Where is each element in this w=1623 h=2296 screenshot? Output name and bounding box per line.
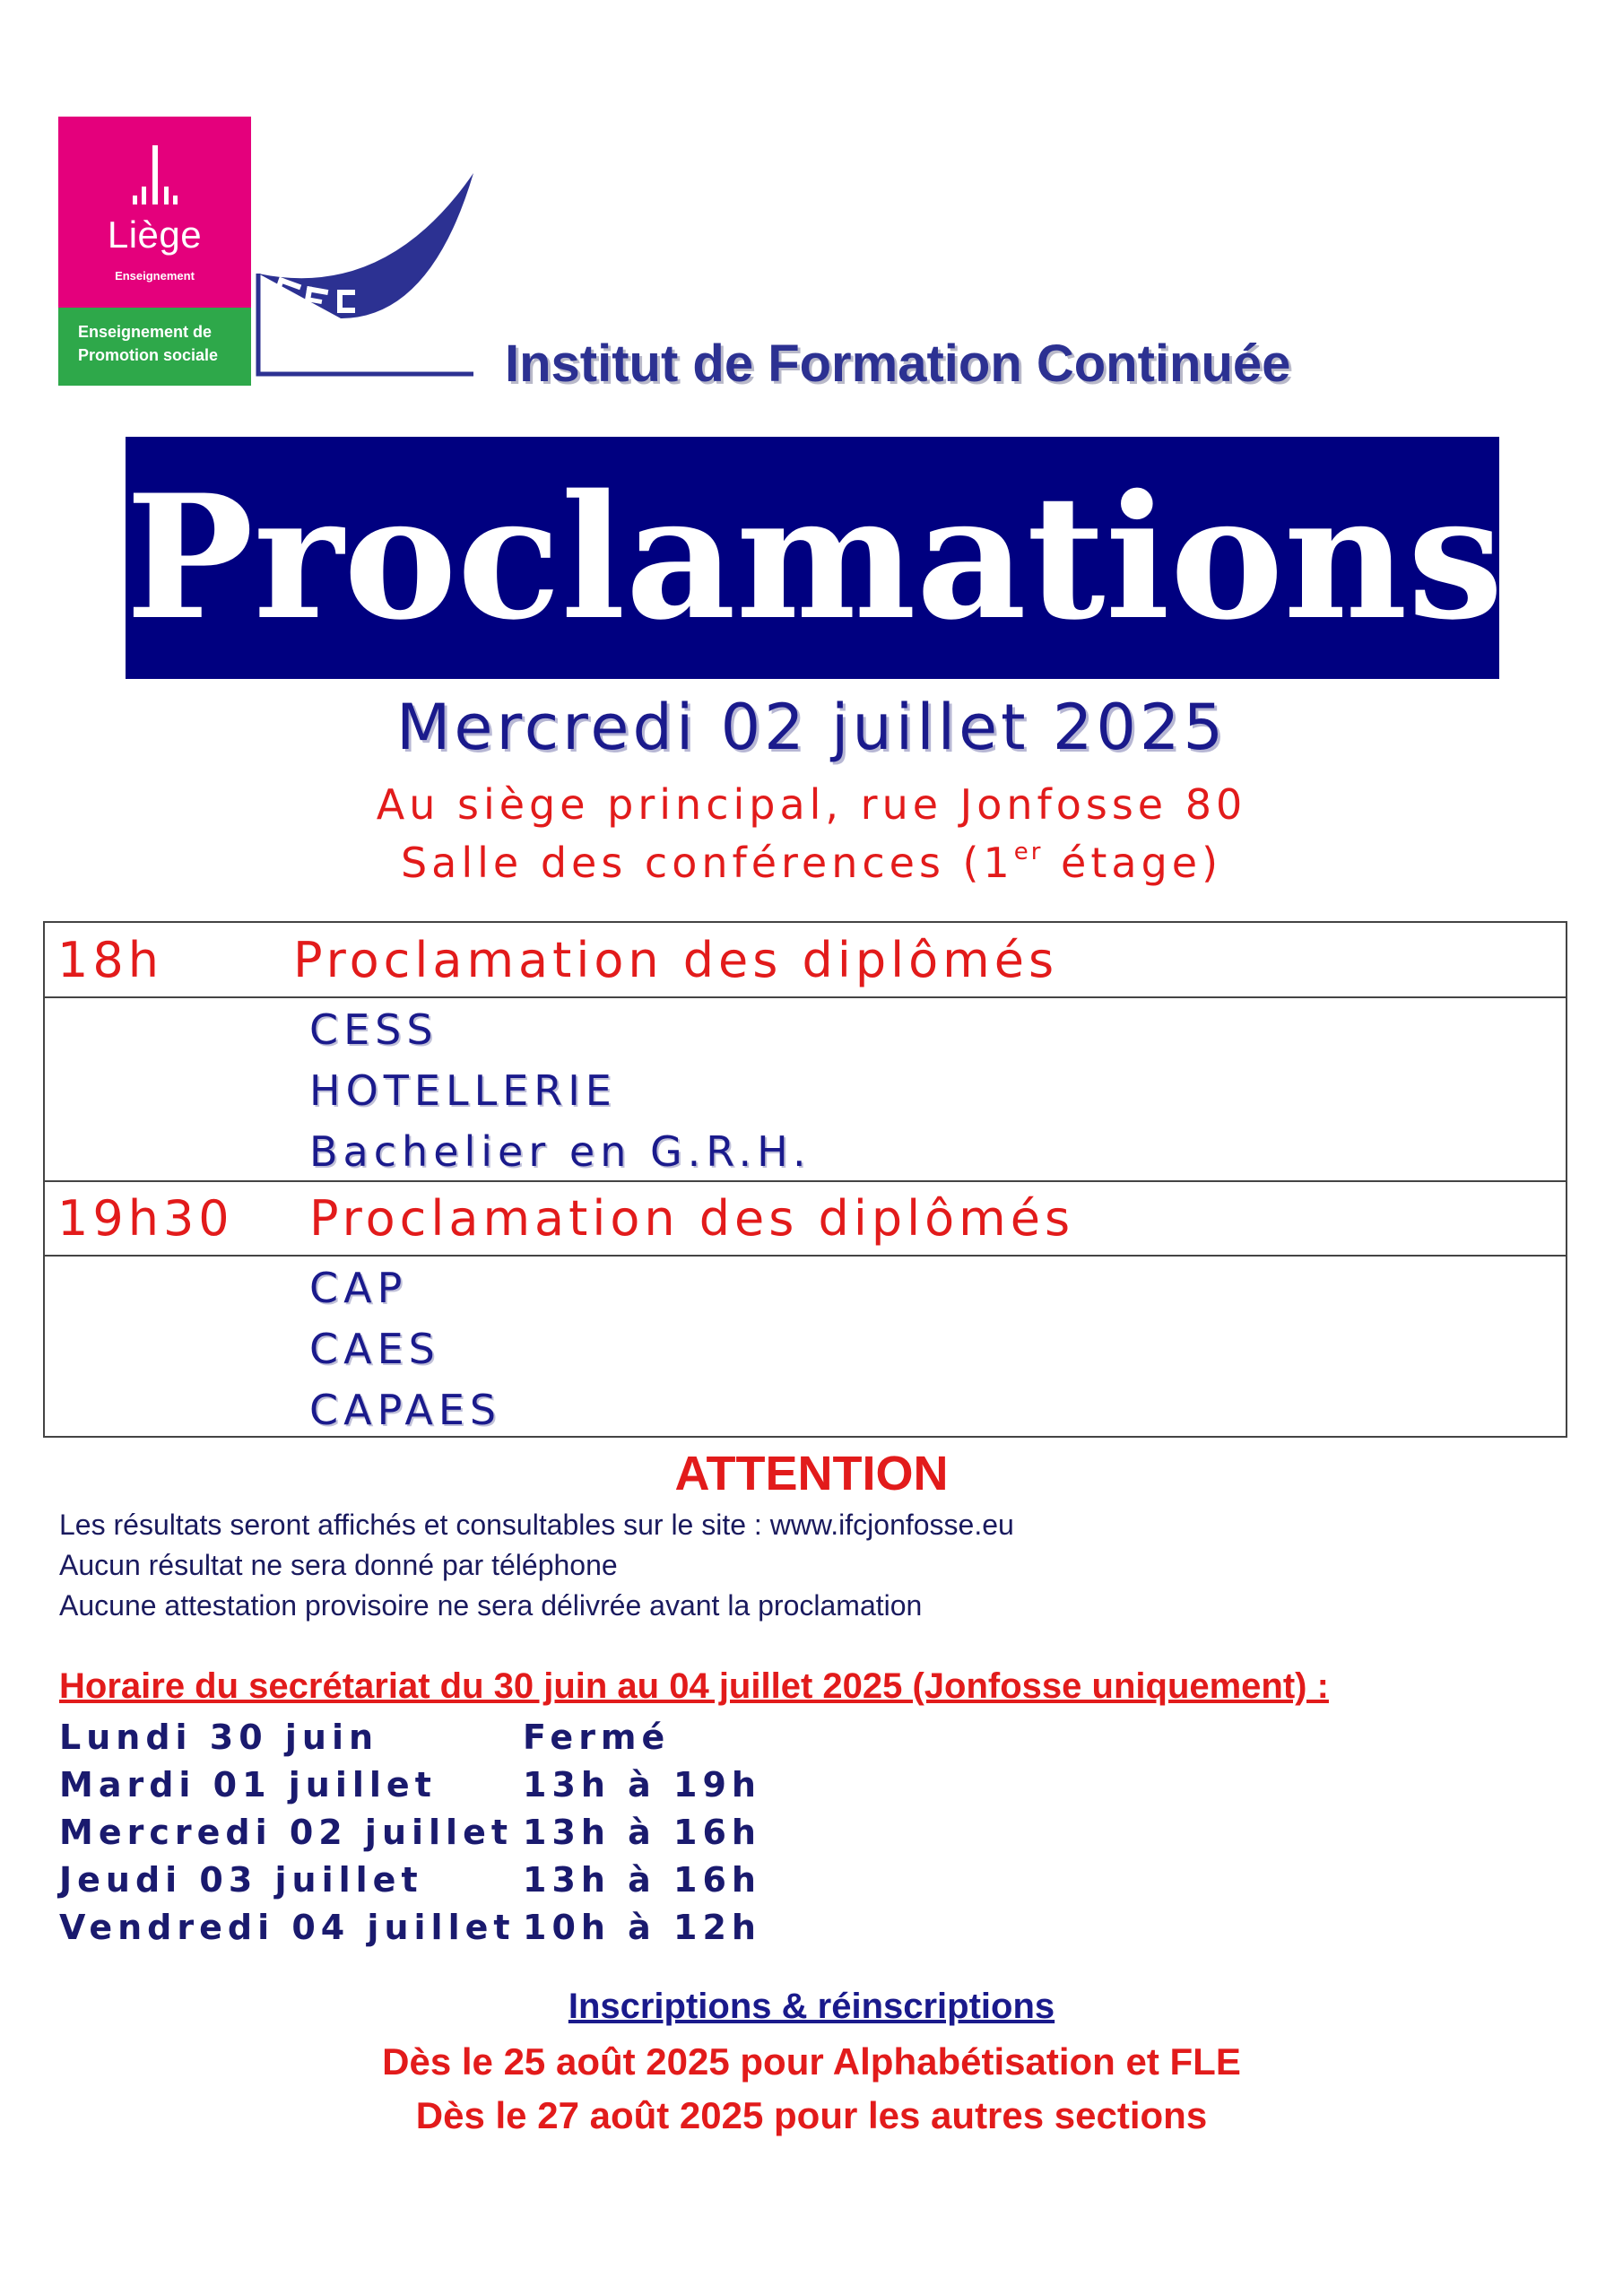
hours-day: Mercredi 02 juillet — [59, 1813, 514, 1852]
title-banner — [126, 437, 1504, 679]
hours-day: Lundi 30 juin — [59, 1718, 379, 1757]
slot-title: Proclamation des diplômés — [293, 932, 1059, 988]
hours-time: 13h à 16h — [523, 1813, 761, 1852]
hours-time: 13h à 19h — [523, 1765, 761, 1805]
event-room-prefix: Salle des conférences (1 — [400, 839, 1014, 887]
slot-time: 18h — [57, 932, 163, 988]
event-room-suffix: étage) — [1043, 839, 1223, 887]
hours-day: Mardi 01 juillet — [59, 1765, 437, 1805]
program-item: CAP — [309, 1264, 408, 1312]
event-room-ordinal: er — [1013, 839, 1044, 865]
program-item: CAPAES — [309, 1386, 502, 1434]
program-item: CAES — [309, 1325, 440, 1373]
event-address: Au siège principal, rue Jonfosse 80 — [376, 780, 1247, 829]
secretariat-hours-heading: Horaire du secrétariat du 30 juin au 04 juillet 2025 (Jonfosse uniquement) : — [59, 1666, 1329, 1706]
liege-logo-green-line-2: Promotion sociale — [78, 346, 219, 364]
slot-title: Proclamation des diplômés — [309, 1190, 1075, 1247]
hours-day: Jeudi 03 juillet — [59, 1860, 423, 1900]
program-item: HOTELLERIE — [309, 1066, 617, 1115]
event-date: Mercredi 02 juillet 2025 — [395, 691, 1228, 764]
liege-logo-green-line-1: Enseignement de — [78, 323, 213, 341]
attention-line: Aucune attestation provisoire ne sera délivrée avant la proclamation — [59, 1589, 923, 1622]
liege-enseignement-logo — [58, 117, 251, 386]
attention-line: Aucun résultat ne sera donné par téléphone — [59, 1549, 618, 1581]
attention-line: Les résultats seront affichés et consultables sur le site : www.ifcjonfosse.eu — [59, 1509, 1014, 1541]
liege-bars-icon — [128, 144, 182, 206]
program-item: CESS — [309, 1005, 438, 1054]
institute-name: Institut de Formation Continuée — [505, 335, 1291, 393]
liege-logo-name: Liège — [107, 213, 203, 256]
table-divider — [45, 1180, 1566, 1182]
hours-time: 13h à 16h — [523, 1860, 761, 1900]
ifc-logo — [251, 166, 484, 386]
liege-logo-subtitle: Enseignement — [115, 269, 195, 283]
hours-time: Fermé — [523, 1718, 671, 1757]
page-title: Proclamations — [126, 457, 1504, 657]
proclamation-schedule-table — [43, 921, 1567, 1438]
hours-day: Vendredi 04 juillet — [59, 1908, 516, 1947]
registration-heading: Inscriptions & réinscriptions — [568, 1987, 1055, 2026]
registration-line: Dès le 25 août 2025 pour Alphabétisation et FLE — [382, 2040, 1241, 2083]
table-divider — [45, 1255, 1566, 1257]
program-item: Bachelier en G.R.H. — [309, 1127, 812, 1176]
table-divider — [45, 996, 1566, 998]
attention-heading: ATTENTION — [674, 1447, 949, 1500]
event-room — [0, 839, 1623, 887]
hours-time: 10h à 12h — [523, 1908, 761, 1947]
registration-line: Dès le 27 août 2025 pour les autres sections — [415, 2094, 1208, 2136]
slot-time: 19h30 — [57, 1190, 234, 1247]
